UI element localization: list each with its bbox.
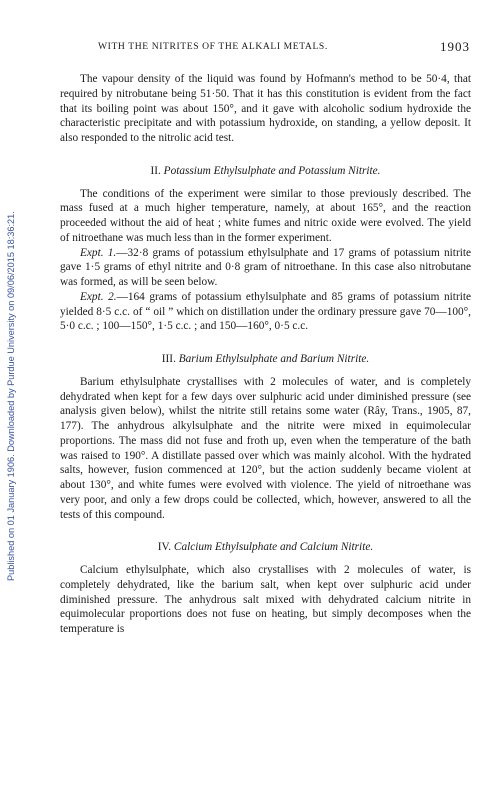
- section-number: III.: [161, 353, 176, 365]
- section-number: II.: [150, 164, 161, 177]
- body-text: [60, 72, 471, 637]
- paragraph-experiment-1: [60, 246, 471, 290]
- download-watermark: Published on 01 January 1906. Downloaded by Purdue University on 09/06/2015 18:36:21.: [6, 211, 16, 581]
- running-title: WITH THE NITRITES OF THE ALKALI METALS.: [98, 41, 328, 52]
- page-header: [60, 41, 470, 57]
- section-heading-potassium: [60, 164, 471, 179]
- page-number: 1903: [440, 39, 470, 54]
- experiment-text: —164 grams of potassium ethylsulphate and 85 grams of potassium nitrite yielded 8·5 c.c. of “ oil ” which on distillation under the ordinary pressure gave 70—100°, 5·0 c.c. ; 100—150°, 1·5 c.c. ; and 150—160°, 0·5 c.c.: [60, 290, 471, 333]
- paragraph-conditions: The conditions of the experiment were similar to those previously described. The mass fused at a much higher temperature, namely, at about 165°, and the reaction proceeded without the aid of heat ; white fumes and nitric oxide were evolved. The yield of nitroethane was much less than in the former experiment.: [60, 187, 471, 244]
- experiment-label: Expt. 1.: [80, 246, 117, 259]
- section-title: Potassium Ethylsulphate and Potassium Nitrite.: [163, 164, 381, 177]
- experiment-label: Expt. 2.: [80, 290, 117, 303]
- section-title: Calcium Ethylsulphate and Calcium Nitrite.: [173, 541, 374, 554]
- section-title: Barium Ethylsulphate and Barium Nitrite.: [178, 353, 370, 365]
- section-number: IV.: [157, 541, 172, 554]
- paragraph-barium: Barium ethylsulphate crystallises with 2 molecules of water, and is completely dehydrated when kept for a few days over sulphuric acid under diminished pressure (see analysis given below), whilst the nitrite still retains some water (Rây, Trans., 1905, 87, 177). The anhydrous alkylsulphate and the nitrite were mixed in equimolecular proportions. The mass did not fuse and froth up, even when the temperature of the bath was raised to 190°. A distillate passed over which was mainly alcohol. With the hydrated salts, however, fusion commenced at 120°, but the action suddenly became violent at about 130°, and white fumes were evolved with violence. The yield of nitroethane was very poor, and only a few drops could be collected, which, however, answered to all the tests of this compound.: [60, 375, 471, 521]
- experiment-text: —32·8 grams of potassium ethylsulphate and 17 grams of potassium nitrite gave 1·5 grams of ethyl nitrite and 0·8 gram of nitroethane. In this case also nitrobutane was formed, as will be seen below.: [60, 246, 471, 288]
- paragraph-calcium: Calcium ethylsulphate, which also crystallises with 2 molecules of water, is completely dehydrated, like the barium salt, when kept over sulphuric acid under diminished pressure. The anhydrous salt mixed with dehydrated calcium nitrite in equimolecular proportions does not fuse on heating, but simply decomposes when the temperature is: [60, 564, 471, 635]
- paragraph-experiment-2: [60, 290, 471, 334]
- section-heading-calcium: [60, 540, 471, 555]
- paragraph-vapour-density: The vapour density of the liquid was found by Hofmann's method to be 50·4, that required by nitrobutane being 51·50. That it has this constitution is evident from the fact that its boiling point was about 150°, and it gave with alcoholic sodium hydroxide the characteristic precipitate and with potassium hydroxide, on standing, a yellow deposit. It also responded to the nitrolic acid test.: [60, 73, 471, 144]
- section-heading-barium: [60, 352, 471, 367]
